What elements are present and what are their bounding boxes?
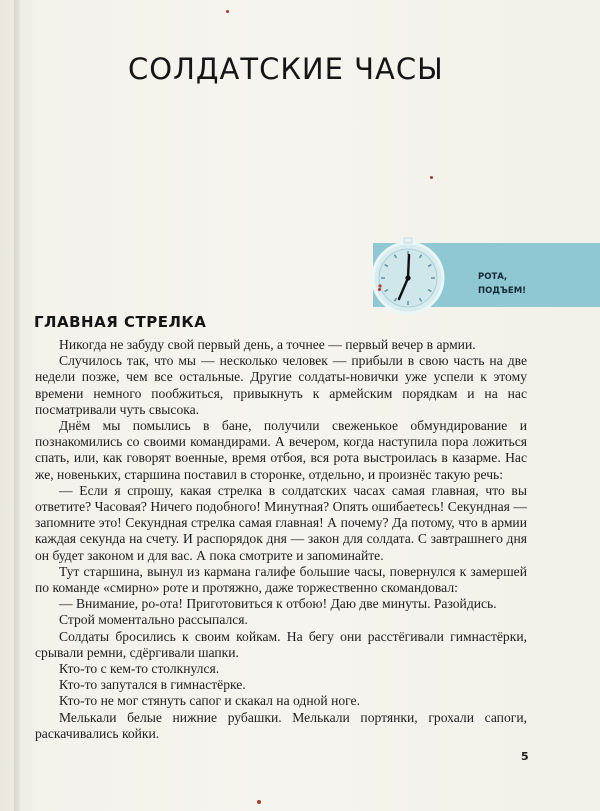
print-speck (430, 176, 433, 179)
paragraph: Строй моментально рассыпался. (59, 612, 248, 628)
page-title: СОЛДАТСКИЕ ЧАСЫ (128, 52, 444, 86)
paragraph: Никогда не забуду свой первый день, а точнее — первый вечер в армии. (59, 337, 476, 352)
paragraph: Днём мы помылись в бане, получили свеженькое обмундирование и познакомились со своими командирами. А вечером, когда наступила пора ложиться спать, или, как говорят военные, время отбоя, вся рота выстроилась в казарме. Нас же, новеньких, старшина поставил в сторонке, отдельно, и произнёс такую речь: (35, 418, 527, 482)
paragraph: Солдаты бросились к своим койкам. На бегу они расстёгивали гимнастёрки, срывали ремни, сдёргивали шапки. (35, 628, 527, 660)
print-speck (378, 288, 381, 291)
paragraph: Кто-то запутался в гимнастёрке. (59, 677, 246, 693)
print-speck (226, 10, 229, 13)
band-caption-line2: ПОДЪЕМ! (478, 286, 527, 296)
paragraph: Кто-то не мог стянуть сапог и скакал на одной ноге. (59, 693, 360, 709)
print-speck (257, 800, 261, 804)
body-text (35, 337, 527, 742)
paragraph: — Если я спрошу, какая стрелка в солдатских часах самая главная, что вы ответите? Часовая? Ничего подобного! Минутная? Опять ошибаетесь! Секундная — запомните это! Секундная стрелка самая главная! А почему? Да потому, что в армии каждая секунда на счету. И распорядок дня — закон для солдата. С завтрашнего дня он будет законом и для вас. А пока смотрите и запоминайте. (35, 482, 527, 563)
paragraph: Кто-то с кем-то столкнулся. (59, 661, 220, 677)
binding-shadow (14, 0, 20, 811)
band-caption (478, 270, 526, 298)
paragraph: Тут старшина, вынул из кармана галифе большие часы, повернулся к замершей по команде «смирно» роте и протяжно, даже торжественно скомандовал: (35, 563, 527, 596)
paragraph: Случилось так, что мы — несколько человек — прибыли в свою часть на две недели позже, чем все остальные. Другие солдаты-новички уже успели к этому времени немного пообжиться, привыкнуть к армейским порядкам и на нас посматривали чуть свысока. (35, 353, 527, 417)
band-caption-line1: РОТА, (478, 272, 508, 282)
paragraph: — Внимание, ро-ота! Приготовиться к отбою! Даю две минуты. Разойдись. (59, 596, 497, 612)
section-heading: ГЛАВНАЯ СТРЕЛКА (34, 313, 207, 331)
paragraph: Мелькали белые нижние рубашки. Мелькали портянки, грохали сапоги, раскачивались койки. (35, 709, 527, 741)
clock-illustration (368, 236, 448, 316)
page-number: 5 (521, 750, 529, 763)
